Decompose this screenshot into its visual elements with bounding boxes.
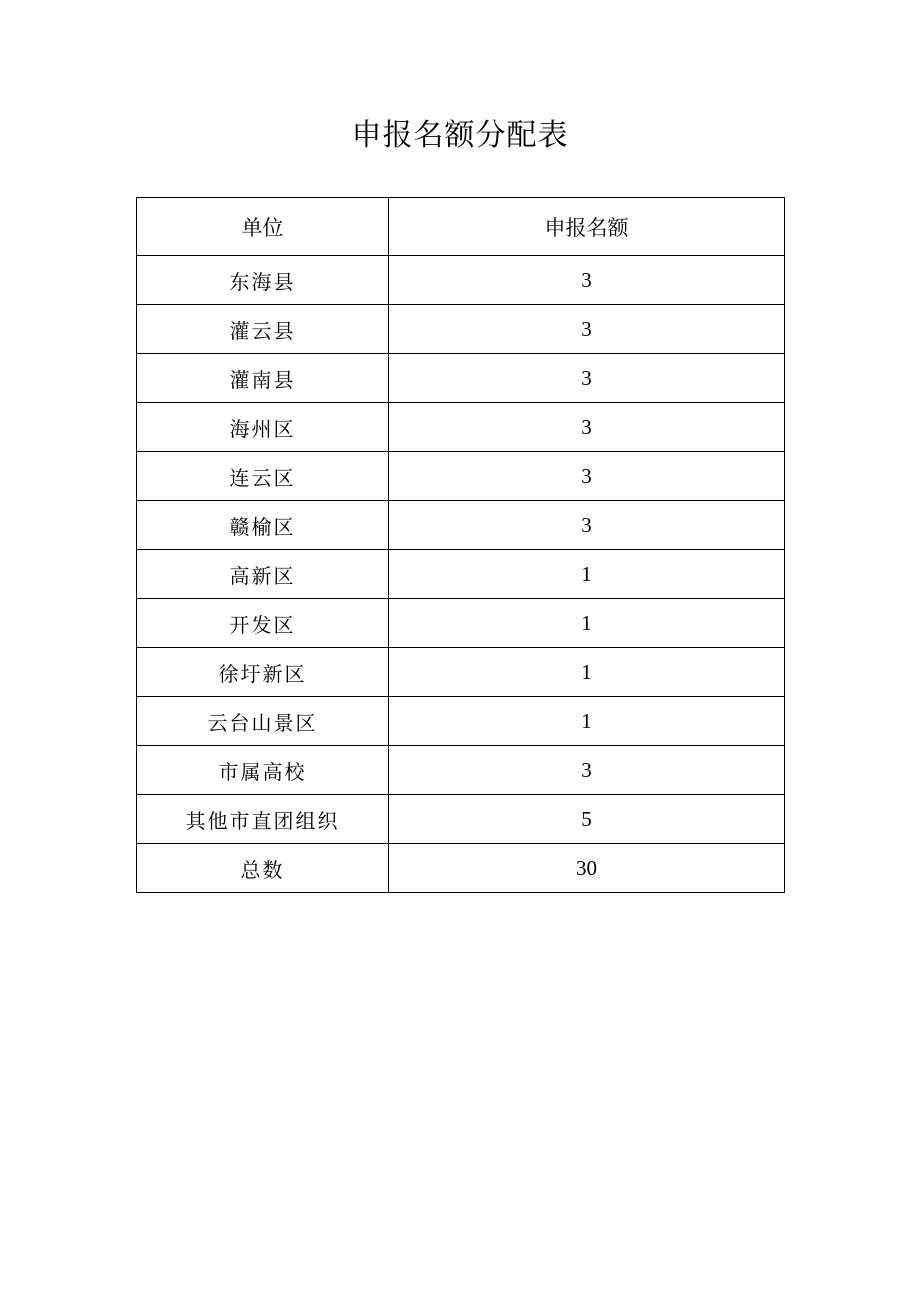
table-row [137, 795, 785, 844]
quota-cell: 3 [389, 403, 785, 452]
quota-cell: 1 [389, 599, 785, 648]
unit-cell: 灌南县 [137, 354, 389, 403]
page-title: 申报名额分配表 [351, 118, 569, 153]
table-body [137, 256, 785, 893]
unit-cell: 海州区 [137, 403, 389, 452]
table-header [137, 198, 785, 256]
quota-cell: 3 [389, 746, 785, 795]
unit-cell: 其他市直团组织 [137, 795, 389, 844]
total-row [137, 844, 785, 893]
unit-cell: 徐圩新区 [137, 648, 389, 697]
unit-cell: 高新区 [137, 550, 389, 599]
table-row [137, 648, 785, 697]
quota-cell: 3 [389, 501, 785, 550]
quota-cell: 3 [389, 305, 785, 354]
unit-cell: 开发区 [137, 599, 389, 648]
total-value-cell: 30 [389, 844, 785, 893]
table-row [137, 697, 785, 746]
table-row [137, 256, 785, 305]
table-row [137, 354, 785, 403]
quota-cell: 3 [389, 354, 785, 403]
unit-cell: 东海县 [137, 256, 389, 305]
unit-cell: 灌云县 [137, 305, 389, 354]
unit-cell: 连云区 [137, 452, 389, 501]
table-row [137, 599, 785, 648]
header-row [137, 198, 785, 256]
table-row [137, 550, 785, 599]
quota-cell: 3 [389, 256, 785, 305]
quota-cell: 5 [389, 795, 785, 844]
table-row [137, 501, 785, 550]
quota-cell: 1 [389, 550, 785, 599]
unit-cell: 市属高校 [137, 746, 389, 795]
table-row [137, 305, 785, 354]
total-label-cell: 总数 [137, 844, 389, 893]
unit-cell: 赣榆区 [137, 501, 389, 550]
table-row [137, 403, 785, 452]
column-header-unit: 单位 [137, 198, 389, 256]
quota-table [136, 197, 785, 893]
column-header-quota: 申报名额 [389, 198, 785, 256]
table-row [137, 452, 785, 501]
unit-cell: 云台山景区 [137, 697, 389, 746]
table-row [137, 746, 785, 795]
quota-cell: 1 [389, 648, 785, 697]
quota-cell: 1 [389, 697, 785, 746]
quota-cell: 3 [389, 452, 785, 501]
